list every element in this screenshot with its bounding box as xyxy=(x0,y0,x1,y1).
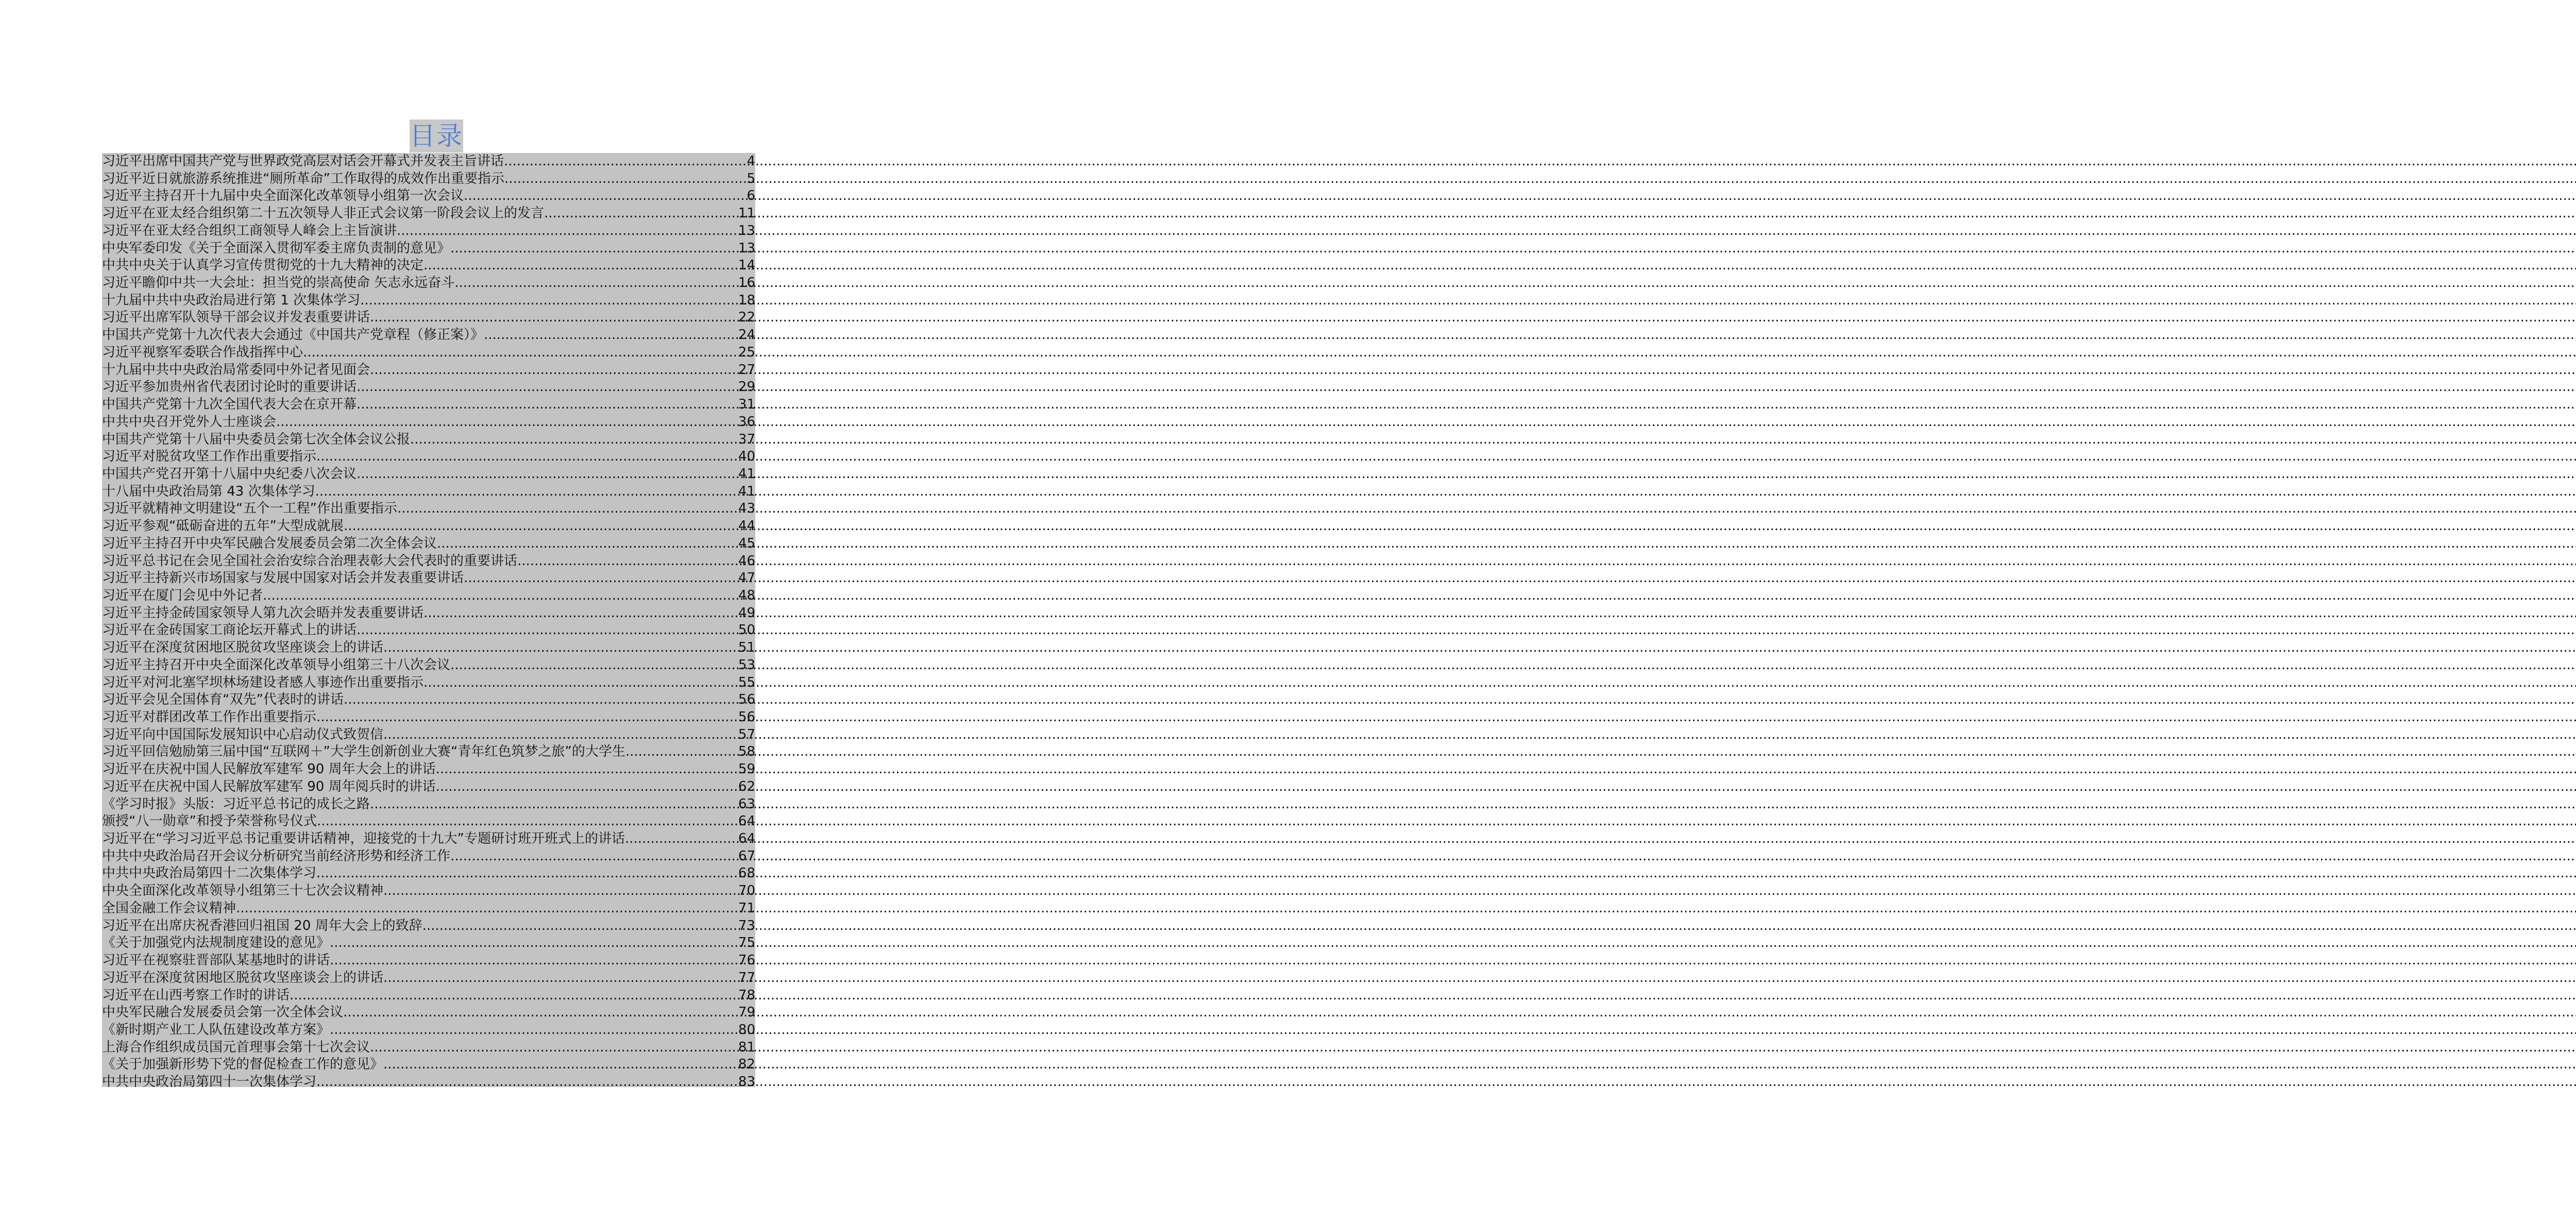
toc-entry-title[interactable]: 中央军委印发《关于全面深入贯彻军委主席负责制的意见》 xyxy=(102,240,451,256)
toc-entry[interactable] xyxy=(102,900,755,918)
toc-entry-page-number[interactable]: 59 xyxy=(738,761,755,777)
toc-dot-leader xyxy=(357,622,737,639)
toc-entry-page-number[interactable]: 80 xyxy=(738,1022,755,1038)
toc-entry-page-number[interactable]: 22 xyxy=(738,310,755,326)
toc-entry-title[interactable]: 习近平在出席庆祝香港回归祖国 20 周年大会上的致辞 xyxy=(102,918,422,934)
toc-dot-leader xyxy=(343,1004,737,1022)
toc-dot-leader xyxy=(397,500,737,518)
toc-entry-title[interactable]: 习近平对脱贫攻坚工作作出重要指示 xyxy=(102,449,317,465)
toc-entry-page-number[interactable]: 63 xyxy=(738,796,755,812)
toc-dot-leader xyxy=(504,153,745,171)
toc-entry[interactable] xyxy=(102,518,755,535)
toc-entry[interactable] xyxy=(102,622,755,639)
toc-dot-leader xyxy=(410,431,737,449)
toc-entry[interactable] xyxy=(102,1039,755,1057)
toc-entry[interactable] xyxy=(102,726,755,744)
toc-dot-leader xyxy=(330,1022,737,1039)
toc-entry-page-number[interactable]: 41 xyxy=(738,466,755,482)
toc-entry-title[interactable]: 十九届中共中央政治局常委同中外记者见面会 xyxy=(102,362,370,378)
toc-dot-leader xyxy=(370,362,737,379)
toc-entry[interactable] xyxy=(102,275,755,292)
toc-entry[interactable] xyxy=(102,1056,755,1074)
toc-entry[interactable] xyxy=(102,257,755,275)
toc-dot-leader xyxy=(464,570,737,587)
toc-list xyxy=(102,153,755,1090)
toc-entry[interactable] xyxy=(102,240,755,258)
toc-entry[interactable] xyxy=(102,674,755,692)
toc-entry-page-number[interactable]: 83 xyxy=(738,1074,755,1090)
toc-dot-leader xyxy=(383,1056,737,1074)
toc-entry-title[interactable]: 中共中央政治局第四十一次集体学习 xyxy=(102,1074,317,1090)
toc-entry-page-number[interactable]: 25 xyxy=(738,344,755,360)
toc-entry-title[interactable]: 习近平回信勉励第三届中国“互联网＋”大学生创新创业大赛“青年红色筑梦之旅”的大学生 xyxy=(102,744,625,760)
toc-entry[interactable] xyxy=(102,483,755,501)
toc-entry[interactable] xyxy=(102,1004,755,1022)
toc-entry[interactable] xyxy=(102,952,755,970)
toc-dot-leader xyxy=(317,813,737,830)
toc-entry-title[interactable]: 中共中央政治局召开会议分析研究当前经济形势和经济工作 xyxy=(102,848,451,864)
toc-dot-leader xyxy=(330,952,737,970)
toc-entry-title[interactable]: 上海合作组织成员国元首理事会第十七次会议 xyxy=(102,1039,370,1055)
toc-entry-title[interactable]: 习近平在庆祝中国人民解放军建军 90 周年阅兵时的讲话 xyxy=(102,778,436,794)
toc-entry-title[interactable]: 《关于加强新形势下党的督促检查工作的意见》 xyxy=(102,1057,384,1073)
toc-entry-title[interactable]: 习近平在深度贫困地区脱贫攻坚座谈会上的讲话 xyxy=(102,640,384,656)
toc-entry-page-number[interactable]: 67 xyxy=(738,848,755,864)
toc-entry[interactable] xyxy=(102,605,755,622)
toc-entry-title[interactable]: 习近平主持新兴市场国家与发展中国家对话会并发表重要讲话 xyxy=(102,570,464,586)
toc-entry-page-number[interactable]: 76 xyxy=(738,953,755,969)
toc-dot-leader xyxy=(330,935,737,952)
toc-dot-leader xyxy=(464,188,745,205)
toc-entry-page-number[interactable]: 14 xyxy=(738,258,755,274)
toc-dot-leader xyxy=(290,987,737,1005)
toc-entry-title[interactable]: 习近平参加贵州省代表团讨论时的重要讲话 xyxy=(102,379,357,395)
toc-entry-page-number[interactable]: 75 xyxy=(738,935,755,951)
toc-entry[interactable] xyxy=(102,153,755,171)
toc-entry-page-number[interactable]: 31 xyxy=(738,397,755,413)
toc-dot-leader xyxy=(370,1039,737,1057)
toc-entry-page-number[interactable]: 51 xyxy=(738,640,755,656)
toc-dot-leader xyxy=(316,709,737,726)
toc-entry[interactable] xyxy=(102,379,755,396)
toc-dot-leader xyxy=(423,605,737,622)
toc-entry[interactable] xyxy=(102,466,755,483)
toc-dot-leader xyxy=(370,309,737,327)
toc-entry[interactable] xyxy=(102,327,755,344)
toc-entry-title[interactable]: 习近平向中国国际发展知识中心启动仪式致贺信 xyxy=(102,726,384,742)
toc-entry-title[interactable]: 习近平在亚太经合组织工商领导人峰会上主旨演讲 xyxy=(102,223,397,239)
toc-dot-leader xyxy=(357,466,737,483)
toc-entry-title[interactable]: 习近平总书记在会见全国社会治安综合治理表彰大会代表时的重要讲话 xyxy=(102,553,518,569)
toc-dot-leader xyxy=(383,970,737,987)
toc-entry[interactable] xyxy=(102,657,755,674)
toc-entry-title[interactable]: 习近平在金砖国家工商论坛开幕式上的讲话 xyxy=(102,622,357,638)
toc-entry-title[interactable]: 习近平对群团改革工作作出重要指示 xyxy=(102,709,317,725)
toc-entry-title[interactable]: 《新时期产业工人队伍建设改革方案》 xyxy=(102,1022,330,1038)
toc-entry[interactable] xyxy=(102,1074,755,1091)
toc-entry[interactable] xyxy=(102,171,755,188)
toc-entry-title[interactable]: 习近平出席中国共产党与世界政党高层对话会开幕式并发表主旨讲话 xyxy=(102,154,504,169)
toc-entry-title[interactable]: 中央全面深化改革领导小组第三十七次会议精神 xyxy=(102,883,384,899)
toc-entry[interactable] xyxy=(102,691,755,709)
toc-entry[interactable] xyxy=(102,639,755,657)
toc-entry-page-number[interactable]: 64 xyxy=(738,813,755,829)
toc-entry-title[interactable]: 习近平在“学习习近平总书记重要讲话精神，迎接党的十九大”专题研讨班开班式上的讲话 xyxy=(102,831,625,847)
toc-entry-page-number[interactable]: 82 xyxy=(738,1057,755,1073)
toc-entry-page-number[interactable]: 50 xyxy=(738,622,755,638)
toc-entry-page-number[interactable]: 64 xyxy=(738,831,755,847)
toc-entry-page-number[interactable]: 81 xyxy=(738,1039,755,1055)
toc-entry-title[interactable]: 十九届中共中央政治局进行第 1 次集体学习 xyxy=(102,292,361,308)
toc-entry-page-number[interactable]: 62 xyxy=(738,778,755,794)
toc-entry-title[interactable]: 习近平主持召开十九届中央全面深化改革领导小组第一次会议 xyxy=(102,188,464,204)
toc-entry[interactable] xyxy=(102,535,755,553)
toc-entry-page-number[interactable]: 56 xyxy=(738,709,755,725)
toc-entry-page-number[interactable]: 46 xyxy=(738,553,755,569)
toc-entry-title[interactable]: 全国金融工作会议精神 xyxy=(102,900,236,916)
toc-entry-page-number[interactable]: 27 xyxy=(738,362,755,378)
toc-entry[interactable] xyxy=(102,500,755,518)
toc-dot-leader xyxy=(625,743,737,761)
toc-dot-leader xyxy=(517,553,737,570)
toc-dot-leader xyxy=(360,292,737,310)
toc-entry-title[interactable]: 习近平就精神文明建设“五个一工程”作出重要指示 xyxy=(102,501,397,517)
toc-entry[interactable] xyxy=(102,223,755,240)
toc-entry-page-number[interactable]: 45 xyxy=(738,535,755,551)
toc-entry[interactable] xyxy=(102,362,755,379)
toc-entry-title[interactable]: 习近平在山西考察工作时的讲话 xyxy=(102,987,290,1003)
toc-entry[interactable] xyxy=(102,414,755,431)
toc-entry[interactable] xyxy=(102,743,755,761)
toc-dot-leader xyxy=(383,882,737,900)
toc-entry[interactable] xyxy=(102,1022,755,1039)
toc-dot-leader xyxy=(236,900,737,918)
toc-dot-leader xyxy=(450,240,737,258)
toc-entry-title[interactable]: 习近平参观“砥砺奋进的五年”大型成就展 xyxy=(102,518,344,534)
toc-entry-page-number[interactable]: 68 xyxy=(738,865,755,881)
toc-entry[interactable] xyxy=(102,587,755,605)
toc-dot-leader xyxy=(484,327,737,344)
toc-dot-leader xyxy=(625,830,737,848)
toc-entry-page-number[interactable]: 18 xyxy=(738,292,755,308)
toc-entry-title[interactable]: 习近平在亚太经合组织第二十五次领导人非正式会议第一阶段会议上的发言 xyxy=(102,206,545,222)
toc-entry-title[interactable]: 中国共产党第十八届中央委员会第七次全体会议公报 xyxy=(102,431,411,447)
toc-entry-page-number[interactable]: 43 xyxy=(738,501,755,517)
toc-entry-title[interactable]: 习近平主持召开中央全面深化改革领导小组第三十八次会议 xyxy=(102,657,451,673)
toc-dot-leader xyxy=(450,657,737,674)
toc-entry-page-number[interactable]: 78 xyxy=(738,987,755,1003)
toc-entry-title[interactable]: 习近平视察军委联合作战指挥中心 xyxy=(102,344,303,360)
toc-entry-page-number[interactable]: 47 xyxy=(738,570,755,586)
toc-entry-title[interactable]: 中国共产党第十九次全国代表大会在京开幕 xyxy=(102,397,357,413)
toc-dot-leader xyxy=(436,761,737,778)
toc-entry[interactable] xyxy=(102,918,755,935)
toc-dot-leader xyxy=(437,535,737,553)
toc-entry-page-number[interactable]: 24 xyxy=(738,327,755,343)
toc-entry-page-number[interactable]: 77 xyxy=(738,970,755,986)
toc-entry-title[interactable]: 习近平主持召开中央军民融合发展委员会第二次全体会议 xyxy=(102,535,437,551)
toc-entry[interactable] xyxy=(102,970,755,987)
toc-entry-title[interactable]: 习近平近日就旅游系统推进“厕所革命”工作取得的成效作出重要指示 xyxy=(102,171,504,186)
toc-dot-leader xyxy=(383,639,737,657)
toc-entry-page-number[interactable]: 48 xyxy=(738,587,755,603)
toc-dot-leader xyxy=(423,257,737,275)
toc-entry[interactable] xyxy=(102,709,755,726)
toc-entry[interactable] xyxy=(102,292,755,310)
toc-dot-leader xyxy=(316,865,737,882)
toc-dot-leader xyxy=(316,1074,737,1091)
toc-dot-leader xyxy=(263,587,737,605)
toc-entry[interactable] xyxy=(102,309,755,327)
toc-dot-leader xyxy=(357,396,737,414)
toc-dot-leader xyxy=(315,483,737,501)
toc-entry-page-number[interactable]: 73 xyxy=(738,918,755,934)
toc-entry-title[interactable]: 习近平在厦门会见中外记者 xyxy=(102,587,263,603)
toc-dot-leader xyxy=(344,518,737,535)
toc-entry-title[interactable]: 习近平在庆祝中国人民解放军建军 90 周年大会上的讲话 xyxy=(102,761,436,777)
toc-dot-leader xyxy=(454,275,737,292)
toc-dot-leader xyxy=(450,848,737,865)
toc-entry[interactable] xyxy=(102,205,755,223)
toc-entry-title[interactable]: 中共中央关于认真学习宣传贯彻党的十九大精神的决定 xyxy=(102,258,424,274)
toc-entry-page-number[interactable]: 5 xyxy=(747,171,755,186)
toc-entry-page-number[interactable]: 58 xyxy=(738,744,755,760)
toc-entry-page-number[interactable]: 4 xyxy=(747,154,755,169)
toc-entry[interactable] xyxy=(102,570,755,587)
toc-entry-title[interactable]: 习近平主持金砖国家领导人第九次会晤并发表重要讲话 xyxy=(102,605,424,621)
toc-entry-title[interactable]: 中共中央召开党外人士座谈会 xyxy=(102,414,277,430)
toc-dot-leader xyxy=(370,796,737,813)
toc-entry-page-number[interactable]: 40 xyxy=(738,449,755,465)
toc-entry[interactable] xyxy=(102,830,755,848)
toc-dot-leader xyxy=(436,778,737,796)
toc-entry-title[interactable]: 中共中央政治局第四十二次集体学习 xyxy=(102,865,317,881)
toc-entry-title[interactable]: 习近平在深度贫困地区脱贫攻坚座谈会上的讲话 xyxy=(102,970,384,986)
toc-entry[interactable] xyxy=(102,778,755,796)
toc-entry-page-number[interactable]: 13 xyxy=(738,240,755,256)
toc-dot-leader xyxy=(504,171,746,188)
toc-entry[interactable] xyxy=(102,848,755,865)
toc-entry[interactable] xyxy=(102,935,755,952)
toc-entry-title[interactable]: 习近平瞻仰中共一大会址：担当党的崇高使命 矢志永远奋斗 xyxy=(102,275,455,291)
toc-entry-title[interactable]: 中央军民融合发展委员会第一次全体会议 xyxy=(102,1005,344,1021)
toc-dot-leader xyxy=(423,674,737,692)
toc-entry-page-number[interactable]: 11 xyxy=(738,206,755,222)
toc-entry-title[interactable]: 中国共产党召开第十八届中央纪委八次会议 xyxy=(102,466,357,482)
toc-dot-leader xyxy=(276,414,737,431)
toc-entry[interactable] xyxy=(102,448,755,466)
toc-entry[interactable] xyxy=(102,813,755,830)
toc-entry-page-number[interactable]: 36 xyxy=(738,414,755,430)
toc-entry-page-number[interactable]: 41 xyxy=(738,483,755,499)
toc-dot-leader xyxy=(383,726,737,744)
toc-dot-leader xyxy=(316,448,737,466)
toc-entry-page-number[interactable]: 71 xyxy=(738,900,755,916)
toc-entry-page-number[interactable]: 44 xyxy=(738,518,755,534)
toc-entry-page-number[interactable]: 57 xyxy=(738,726,755,742)
toc-entry-page-number[interactable]: 55 xyxy=(738,674,755,690)
toc-dot-leader xyxy=(303,344,737,362)
toc-entry[interactable] xyxy=(102,865,755,882)
toc-entry-page-number[interactable]: 13 xyxy=(738,223,755,239)
toc-entry[interactable] xyxy=(102,761,755,778)
toc-entry-page-number[interactable]: 56 xyxy=(738,692,755,708)
toc-entry-title[interactable]: 《关于加强党内法规制度建设的意见》 xyxy=(102,935,330,951)
toc-entry-page-number[interactable]: 29 xyxy=(738,379,755,395)
toc-entry-page-number[interactable]: 6 xyxy=(747,188,755,204)
toc-entry[interactable] xyxy=(102,987,755,1005)
toc-dot-leader xyxy=(544,205,737,223)
toc-entry-page-number[interactable]: 49 xyxy=(738,605,755,621)
toc-entry-title[interactable]: 习近平对河北塞罕坝林场建设者感人事迹作出重要指示 xyxy=(102,674,424,690)
toc-entry[interactable] xyxy=(102,396,755,414)
toc-dot-leader xyxy=(422,918,737,935)
toc-title: 目录 xyxy=(410,120,463,152)
toc-entry[interactable] xyxy=(102,882,755,900)
toc-dot-leader xyxy=(344,691,737,709)
toc-entry-page-number[interactable]: 79 xyxy=(738,1005,755,1021)
toc-entry[interactable] xyxy=(102,344,755,362)
toc-entry[interactable] xyxy=(102,431,755,449)
toc-dot-leader xyxy=(397,223,737,240)
toc-entry[interactable] xyxy=(102,188,755,205)
toc-entry[interactable] xyxy=(102,553,755,570)
toc-entry-title[interactable]: 颁授“八一勋章”和授予荣誉称号仪式 xyxy=(102,813,317,829)
toc-entry-title[interactable]: 习近平出席军队领导干部会议并发表重要讲话 xyxy=(102,310,370,326)
toc-entry-page-number[interactable]: 70 xyxy=(738,883,755,899)
toc-entry-title[interactable]: 十八届中央政治局第 43 次集体学习 xyxy=(102,483,315,499)
toc-dot-leader xyxy=(357,379,737,396)
toc-entry-page-number[interactable]: 37 xyxy=(738,431,755,447)
toc-entry-title[interactable]: 习近平在视察驻晋部队某基地时的讲话 xyxy=(102,953,330,969)
toc-entry-title[interactable]: 《学习时报》头版：习近平总书记的成长之路 xyxy=(102,796,370,812)
toc-entry[interactable] xyxy=(102,796,755,813)
toc-entry-page-number[interactable]: 16 xyxy=(738,275,755,291)
toc-entry-title[interactable]: 中国共产党第十九次代表大会通过《中国共产党章程（修正案）》 xyxy=(102,327,484,343)
toc-entry-title[interactable]: 习近平会见全国体育“双先”代表时的讲话 xyxy=(102,692,344,708)
toc-entry-page-number[interactable]: 53 xyxy=(738,657,755,673)
